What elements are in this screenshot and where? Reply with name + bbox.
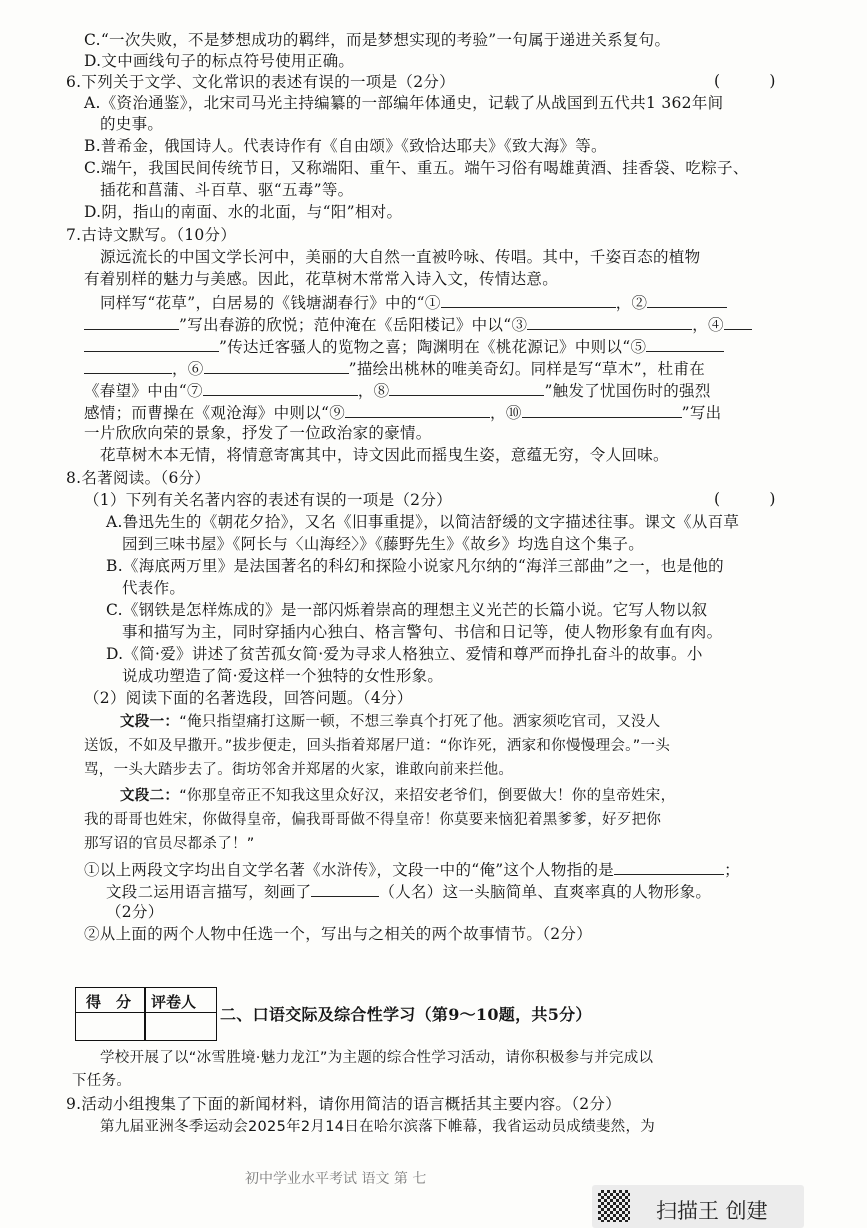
- q7-text: ”写出: [681, 404, 722, 422]
- section-2-intro: 学校开展了以“冰雪胜境·魅力龙江”为主题的综合性学习活动，请你积极参与并完成以: [100, 1050, 654, 1066]
- q7-fill-line: [84, 357, 705, 379]
- blank-2[interactable]: [647, 291, 727, 308]
- q7-text: ，⑩: [490, 404, 522, 422]
- excerpt-text: “你那皇帝正不知我这里众好汉，来招安老爷们，倒要做大！你的皇帝姓宋，: [179, 788, 676, 804]
- blank-2-cont[interactable]: [84, 313, 179, 330]
- q6-option-d: D.阴，指山的南面、水的北面，与“阳”相对。: [84, 203, 403, 221]
- excerpt-2-cont: 那写诏的官员尽都杀了！”: [84, 836, 255, 852]
- q8-text: 文段二运用语言描写，刻画了: [106, 883, 312, 901]
- q7-fill-line: [84, 379, 711, 401]
- excerpt-1-cont: 送饭，不如及早撒开。”拔步便走，回头指着郑屠尸道：“你诈死，洒家和你慢慢理会。”一头: [84, 738, 671, 754]
- blank-6[interactable]: [204, 357, 349, 374]
- answer-bracket: ( ): [714, 490, 776, 508]
- blank-5-cont[interactable]: [84, 357, 172, 374]
- excerpt-text: “俺只指望痛打这厮一顿，不想三拳真个打死了他。洒家须吃官司，又没人: [179, 714, 661, 730]
- q8-sub-2: （2）阅读下面的名著选段，回答问题。（4分）: [84, 689, 413, 707]
- q7-text: ”触发了忧国伤时的强烈: [544, 382, 711, 400]
- q8-question-2: ②从上面的两个人物中任选一个，写出与之相关的两个故事情节。（2分）: [84, 925, 593, 943]
- q7-text: ”传达迁客骚人的览物之喜；陶渊明在《桃花源记》中则以“⑤: [219, 338, 647, 356]
- q8-question-1-score: （2分）: [106, 903, 164, 921]
- q8-option-a-cont: 园到三味书屋》《阿长与〈山海经〉》《藤野先生》《故乡》均选自这个集子。: [122, 535, 645, 553]
- excerpt-label: 文段二：: [120, 788, 180, 804]
- excerpt-2: [120, 786, 675, 806]
- q7-text: ，④: [692, 316, 724, 334]
- q7-text: ”描绘出桃林的唯美奇幻。同样是写“草木”，杜甫在: [348, 360, 706, 378]
- excerpt-1-cont: 骂，一头大踏步去了。街坊邻舍并郑屠的火家，谁敢向前来拦他。: [84, 762, 514, 778]
- q7-text: 感情；而曹操在《观沧海》中则以“⑨: [84, 404, 346, 422]
- q7-text: 同样写“花草”，白居易的《钱塘湖春行》中的“①: [100, 294, 441, 312]
- section-2-title: 二、口语交际及综合性学习（第9～10题，共5分）: [220, 1005, 592, 1024]
- question-6-title: 6.下列关于文学、文化常识的表述有误的一项是（2分）: [66, 73, 455, 91]
- q6-option-a: A.《资治通鉴》，北宋司马光主持编纂的一部编年体通史，记载了从战国到五代共1 362年间: [84, 94, 724, 112]
- section-2-intro-cont: 下任务。: [72, 1073, 132, 1089]
- grader-label: 评卷人: [151, 993, 197, 1011]
- q6-option-c-cont: 插花和菖蒲、斗百草、驱“五毒”等。: [100, 181, 354, 199]
- blank-8[interactable]: [389, 379, 544, 396]
- q7-text: ，⑧: [357, 382, 390, 400]
- q9-news-text: 第九届亚洲冬季运动会2025年2月14日在哈尔滨落下帷幕，我省运动员成绩斐然，为: [100, 1119, 656, 1135]
- blank-4-cont[interactable]: [84, 335, 219, 352]
- qr-code-icon: [598, 1190, 630, 1222]
- footer-text: 初中学业水平考试 语文 第 七: [245, 1171, 427, 1187]
- q8-text: ①以上两段文字均出自文学名著《水浒传》，文段一中的“俺”这个人物指的是: [84, 861, 615, 879]
- blank-7[interactable]: [203, 379, 358, 396]
- score-table: [75, 987, 217, 1041]
- excerpt-1: [120, 712, 661, 732]
- answer-bracket: ( ): [714, 72, 776, 90]
- q6-option-c: C.端午，我国民间传统节日，又称端阳、重午、重五。端午习俗有喝雄黄酒、挂香袋、吃粽子、: [84, 159, 749, 177]
- question-8-title: 8.名著阅读。（6分）: [66, 469, 211, 487]
- q7-fill-line: [100, 291, 727, 313]
- q7-paragraph: 花草树木本无情，将情意寄寓其中，诗文因此而摇曳生姿，意蕴无穷，令人回味。: [100, 446, 669, 464]
- q7-fill-line: [84, 313, 752, 335]
- q8-question-1-cont: [106, 880, 711, 902]
- blank-4[interactable]: [724, 313, 752, 330]
- q8-question-1: [84, 858, 740, 880]
- q8-sub-1: （1）下列有关名著内容的表述有误的一项是（2分）: [84, 491, 452, 509]
- blank-character-1[interactable]: [614, 858, 724, 875]
- q8-option-d-cont: 说成功塑造了简·爱这样一个独特的女性形象。: [122, 667, 444, 685]
- q7-paragraph: 一片欣欣向荣的景象，抒发了一位政治家的豪情。: [84, 424, 432, 442]
- score-label: 得 分: [86, 993, 132, 1011]
- question-9-title: 9.活动小组搜集了下面的新闻材料，请你用简洁的语言概括其主要内容。（2分）: [66, 1095, 622, 1113]
- score-table-divider: [144, 988, 146, 1040]
- q7-paragraph: 有着别样的魅力与美感。因此，花草树木常常入诗入文，传情达意。: [84, 270, 559, 288]
- q7-fill-line: [84, 401, 721, 423]
- question-7-title: 7.古诗文默写。（10分）: [66, 226, 237, 244]
- q6-option-b: B.普希金，俄国诗人。代表诗作有《自由颂》《致恰达耶夫》《致大海》等。: [84, 137, 607, 155]
- blank-10[interactable]: [522, 401, 682, 418]
- q8-text: （人名）这一头脑简单、直爽率真的人物形象。: [379, 883, 712, 901]
- blank-5[interactable]: [646, 335, 724, 352]
- q7-text: 《春望》中由“⑦: [84, 382, 203, 400]
- q7-paragraph: 源远流长的中国文学长河中，美丽的大自然一直被吟咏、传唱。其中，千姿百态的植物: [100, 248, 701, 266]
- q8-option-b-cont: 代表作。: [122, 579, 186, 597]
- blank-3[interactable]: [527, 313, 692, 330]
- q8-option-b: B.《海底两万里》是法国著名的科幻和探险小说家凡尔纳的“海洋三部曲”之一，也是他的: [106, 557, 724, 575]
- blank-1[interactable]: [441, 291, 616, 308]
- q8-option-c: C.《钢铁是怎样炼成的》是一部闪烁着崇高的理想主义光芒的长篇小说。它写人物以叙: [106, 601, 708, 619]
- option-d-line: D.文中画线句子的标点符号使用正确。: [84, 52, 355, 70]
- q7-text: ”写出春游的欣悦；范仲淹在《岳阳楼记》中以“③: [179, 316, 528, 334]
- q7-text: ，⑥: [172, 360, 204, 378]
- option-c-line: C.“一次失败，不是梦想成功的羁绊，而是梦想实现的考验”一句属于递进关系复句。: [84, 31, 671, 49]
- watermark-text: 扫描王 创建: [656, 1199, 768, 1223]
- excerpt-label: 文段一：: [120, 714, 180, 730]
- q7-text: ，②: [615, 294, 648, 312]
- blank-9[interactable]: [345, 401, 490, 418]
- q6-option-a-cont: 的史事。: [100, 115, 164, 133]
- q8-text: ；: [724, 861, 740, 879]
- q8-option-d: D.《简·爱》讲述了贫苦孤女简·爱为寻求人格独立、爱情和尊严而挣扎奋斗的故事。小: [106, 645, 703, 663]
- q8-option-c-cont: 事和描写为主，同时穿插内心独白、格言警句、书信和日记等，使人物形象有血有肉。: [122, 623, 723, 641]
- excerpt-2-cont: 我的哥哥也姓宋，你做得皇帝，偏我哥哥做不得皇帝！你莫要来恼犯着黑爹爹，好歹把你: [84, 812, 662, 828]
- q7-fill-line: [84, 335, 724, 357]
- q8-option-a: A.鲁迅先生的《朝花夕拾》，又名《旧事重提》，以简洁舒缓的文字描述往事。课文《从百草: [106, 513, 740, 531]
- blank-character-2[interactable]: [311, 880, 379, 897]
